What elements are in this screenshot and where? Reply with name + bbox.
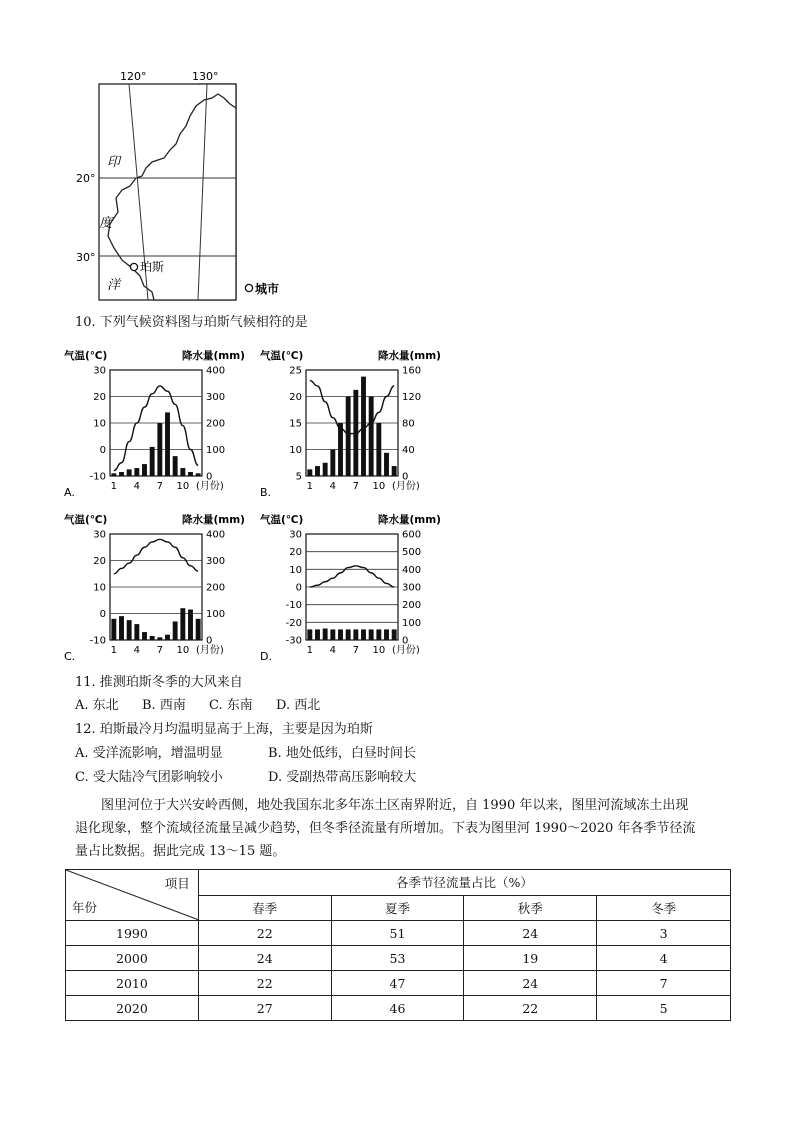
- precip-tick-label: 100: [206, 609, 226, 620]
- precip-bar: [173, 456, 178, 476]
- temp-tick-label: -10: [89, 635, 106, 647]
- temp-tick-label: 10: [289, 564, 302, 576]
- month-unit-label: (月份): [392, 645, 420, 656]
- precip-tick-label: 200: [402, 600, 422, 612]
- temp-tick-label: 0: [295, 582, 302, 594]
- temp-tick-label: 10: [93, 582, 106, 594]
- temp-tick-label: 0: [99, 609, 106, 620]
- precip-bar: [392, 466, 397, 476]
- temperature-line: [310, 381, 394, 434]
- temp-tick-label: 20: [93, 392, 106, 403]
- temp-axis-title: 气温(℃): [64, 514, 108, 526]
- lon-label-120: 120°: [120, 70, 147, 83]
- precip-bar: [376, 423, 381, 476]
- temperature-line: [114, 386, 198, 471]
- q11-option-d[interactable]: D. 西北: [276, 698, 321, 713]
- precip-bar: [180, 608, 185, 640]
- precip-bar: [392, 629, 397, 640]
- ocean-char-3: 洋: [107, 278, 121, 293]
- cell-value: 5: [597, 996, 731, 1021]
- legend-city-label: 城市: [255, 282, 280, 296]
- month-label: 4: [329, 645, 337, 656]
- precip-bar: [119, 616, 124, 640]
- perth-city-dot: [130, 263, 137, 270]
- precip-bar: [330, 629, 335, 640]
- temp-tick-label: 10: [289, 445, 302, 456]
- precip-bar: [196, 473, 201, 476]
- precip-axis-title: 降水量(mm): [182, 514, 245, 526]
- precip-bar: [165, 635, 170, 640]
- month-unit-label: (月份): [392, 481, 420, 492]
- climate-chart-b: [258, 346, 444, 502]
- q12-option-a[interactable]: A. 受洋流影响，增温明显: [75, 746, 223, 761]
- precip-bar: [180, 468, 185, 476]
- precip-bar: [134, 624, 139, 640]
- temperature-line: [114, 539, 198, 573]
- month-label: 1: [110, 645, 118, 656]
- temp-tick-label: 20: [289, 547, 302, 559]
- temp-tick-label: 0: [99, 445, 106, 456]
- precip-tick-label: 400: [402, 564, 422, 576]
- col-header-autumn: 秋季: [464, 895, 597, 921]
- cell-value: 46: [331, 996, 464, 1021]
- precip-tick-label: 600: [402, 529, 422, 541]
- q11-option-a[interactable]: A. 东北: [75, 698, 119, 713]
- precip-bar: [361, 629, 366, 640]
- precip-bar: [134, 468, 139, 476]
- precip-bar: [384, 629, 389, 640]
- cell-value: 7: [597, 971, 731, 996]
- precip-bar: [165, 412, 170, 476]
- cell-value: 47: [331, 971, 464, 996]
- temp-tick-label: 30: [93, 529, 106, 541]
- month-label: 4: [133, 645, 141, 656]
- precip-bar: [338, 629, 343, 640]
- month-unit-label: (月份): [196, 481, 224, 492]
- month-label: 7: [352, 645, 360, 656]
- precip-tick-label: 0: [402, 635, 409, 647]
- precip-bar: [315, 629, 320, 640]
- precip-tick-label: 400: [206, 365, 226, 377]
- question-11-stem: 11. 推测珀斯冬季的大风来自: [75, 675, 243, 690]
- chart-option-letter: C.: [64, 650, 76, 663]
- row-year: 2000: [66, 946, 199, 971]
- month-label: 7: [156, 481, 164, 492]
- precip-bar: [369, 629, 374, 640]
- precip-bar: [157, 423, 162, 476]
- month-unit-label: (月份): [196, 645, 224, 656]
- precip-bar: [111, 473, 116, 476]
- precip-bar: [119, 472, 124, 476]
- month-label: 1: [110, 481, 118, 492]
- month-label: 4: [133, 481, 141, 492]
- cell-value: 24: [198, 946, 331, 971]
- precip-bar: [127, 620, 132, 640]
- precip-bar: [307, 469, 312, 476]
- temp-tick-label: -20: [285, 617, 302, 629]
- corner-label-year: 年份: [72, 900, 98, 915]
- chart-option-letter: D.: [260, 650, 272, 663]
- temp-tick-label: -10: [89, 471, 106, 483]
- lat-label-30: 30°: [76, 251, 96, 264]
- precip-bar: [369, 397, 374, 477]
- temp-axis-title: 气温(℃): [260, 514, 304, 526]
- climate-chart-d: [258, 510, 444, 666]
- precip-bar: [384, 453, 389, 476]
- precip-tick-label: 500: [402, 547, 422, 559]
- temp-axis-title: 气温(℃): [260, 350, 304, 362]
- precip-bar: [338, 423, 343, 476]
- chart-option-letter: B.: [260, 486, 272, 499]
- temp-tick-label: 30: [289, 529, 302, 541]
- temp-tick-label: 25: [289, 365, 302, 377]
- precip-tick-label: 300: [206, 392, 226, 403]
- temp-tick-label: 15: [289, 418, 302, 430]
- table-row: [66, 946, 731, 971]
- temp-axis-title: 气温(℃): [64, 350, 108, 362]
- temp-tick-label: -10: [285, 600, 302, 612]
- precip-tick-label: 200: [206, 418, 226, 430]
- precip-bar: [157, 637, 162, 640]
- precip-tick-label: 120: [402, 392, 422, 403]
- month-label: 10: [372, 481, 386, 492]
- cell-value: 22: [198, 971, 331, 996]
- cell-value: 3: [597, 921, 731, 946]
- temp-tick-label: -30: [285, 635, 302, 647]
- perth-location-map: [76, 64, 300, 304]
- cell-value: 4: [597, 946, 731, 971]
- table-corner-cell: [66, 870, 199, 921]
- precip-tick-label: 100: [402, 617, 422, 629]
- month-label: 1: [306, 645, 314, 656]
- precip-bar: [142, 464, 147, 476]
- row-year: 2010: [66, 971, 199, 996]
- precip-bar: [376, 629, 381, 640]
- row-year: 1990: [66, 921, 199, 946]
- climate-charts: [62, 338, 442, 668]
- precip-bar: [323, 463, 328, 476]
- cell-value: 53: [331, 946, 464, 971]
- precip-bar: [346, 629, 351, 640]
- temp-tick-label: 5: [295, 471, 302, 483]
- table-row: [66, 921, 731, 946]
- climate-chart-c: [62, 510, 245, 666]
- q12-option-b[interactable]: B. 地处低纬，白昼时间长: [268, 746, 416, 761]
- q12-option-c[interactable]: C. 受大陆冷气团影响较小: [75, 770, 223, 785]
- table-row: [66, 971, 731, 996]
- precip-tick-label: 0: [206, 471, 213, 483]
- precip-bar: [330, 450, 335, 477]
- ocean-char-1: 印: [107, 155, 121, 170]
- precip-bar: [323, 629, 328, 640]
- corner-label-item: 项目: [164, 876, 190, 891]
- precip-bar: [196, 619, 201, 640]
- cell-value: 24: [464, 921, 597, 946]
- precip-bar: [142, 632, 147, 640]
- temp-tick-label: 10: [93, 418, 106, 430]
- table-row: [66, 996, 731, 1021]
- passage: [75, 794, 735, 863]
- precip-tick-label: 0: [402, 471, 409, 483]
- precip-tick-label: 300: [402, 582, 422, 594]
- precip-axis-title: 降水量(mm): [378, 514, 441, 526]
- precip-axis-title: 降水量(mm): [182, 350, 245, 362]
- precip-tick-label: 160: [402, 365, 422, 377]
- q12-option-d[interactable]: D. 受副热带高压影响较大: [268, 770, 417, 785]
- col-header-spring: 春季: [198, 895, 331, 921]
- cell-value: 27: [198, 996, 331, 1021]
- table-group-header: 各季节径流量占比（%）: [198, 870, 730, 896]
- precip-tick-label: 0: [206, 635, 213, 647]
- precip-tick-label: 200: [206, 582, 226, 594]
- precip-bar: [188, 472, 193, 476]
- precip-tick-label: 300: [206, 556, 226, 567]
- month-label: 10: [176, 645, 190, 656]
- month-label: 10: [372, 645, 386, 656]
- cell-value: 51: [331, 921, 464, 946]
- passage-line-1: 图里河位于大兴安岭西侧，地处我国东北多年冻土区南界附近，自 1990 年以来，图里河流域冻土出现: [101, 798, 689, 813]
- temp-tick-label: 20: [289, 392, 302, 403]
- month-label: 7: [352, 481, 360, 492]
- precip-tick-label: 80: [402, 418, 415, 430]
- question-10-stem: 10. 下列气候资料图与珀斯气候相符的是: [75, 315, 308, 330]
- month-label: 10: [176, 481, 190, 492]
- ocean-char-2: 度: [99, 216, 113, 231]
- precip-bar: [346, 397, 351, 477]
- climate-chart-a: [62, 346, 245, 502]
- col-header-winter: 冬季: [597, 895, 731, 921]
- q11-option-c[interactable]: C. 东南: [209, 698, 253, 713]
- map-frame: [99, 84, 236, 300]
- month-label: 1: [306, 481, 314, 492]
- precip-bar: [315, 466, 320, 476]
- passage-line-3: 量占比数据。据此完成 13～15 题。: [75, 844, 286, 859]
- precip-bar: [150, 447, 155, 476]
- precip-axis-title: 降水量(mm): [378, 350, 441, 362]
- precip-bar: [150, 636, 155, 640]
- precip-bar: [361, 377, 366, 476]
- precip-tick-label: 40: [402, 445, 415, 456]
- legend-city-dot: [245, 284, 252, 291]
- precip-bar: [188, 610, 193, 640]
- precip-bar: [111, 619, 116, 640]
- perth-city-label: 珀斯: [140, 260, 165, 274]
- temp-tick-label: 30: [93, 365, 106, 377]
- precip-tick-label: 400: [206, 529, 226, 541]
- question-12-stem: 12. 珀斯最冷月均温明显高于上海，主要是因为珀斯: [75, 722, 373, 737]
- cell-value: 22: [464, 996, 597, 1021]
- precip-bar: [353, 629, 358, 640]
- chart-option-letter: A.: [64, 486, 75, 499]
- cell-value: 19: [464, 946, 597, 971]
- temp-tick-label: 20: [93, 556, 106, 567]
- month-label: 7: [156, 645, 164, 656]
- col-header-summer: 夏季: [331, 895, 464, 921]
- month-label: 4: [329, 481, 337, 492]
- passage-line-2: 退化现象，整个流域径流量呈减少趋势，但冬季径流量有所增加。下表为图里河 1990～2020 年各季节径流: [75, 821, 696, 836]
- cell-value: 24: [464, 971, 597, 996]
- cell-value: 22: [198, 921, 331, 946]
- q11-option-b[interactable]: B. 西南: [142, 698, 186, 713]
- precip-bar: [307, 629, 312, 640]
- precip-bar: [127, 469, 132, 476]
- row-year: 2020: [66, 996, 199, 1021]
- precip-tick-label: 100: [206, 445, 226, 456]
- precip-bar: [173, 621, 178, 640]
- lon-label-130: 130°: [192, 70, 219, 83]
- runoff-table: [65, 869, 731, 1021]
- lat-label-20: 20°: [76, 172, 96, 185]
